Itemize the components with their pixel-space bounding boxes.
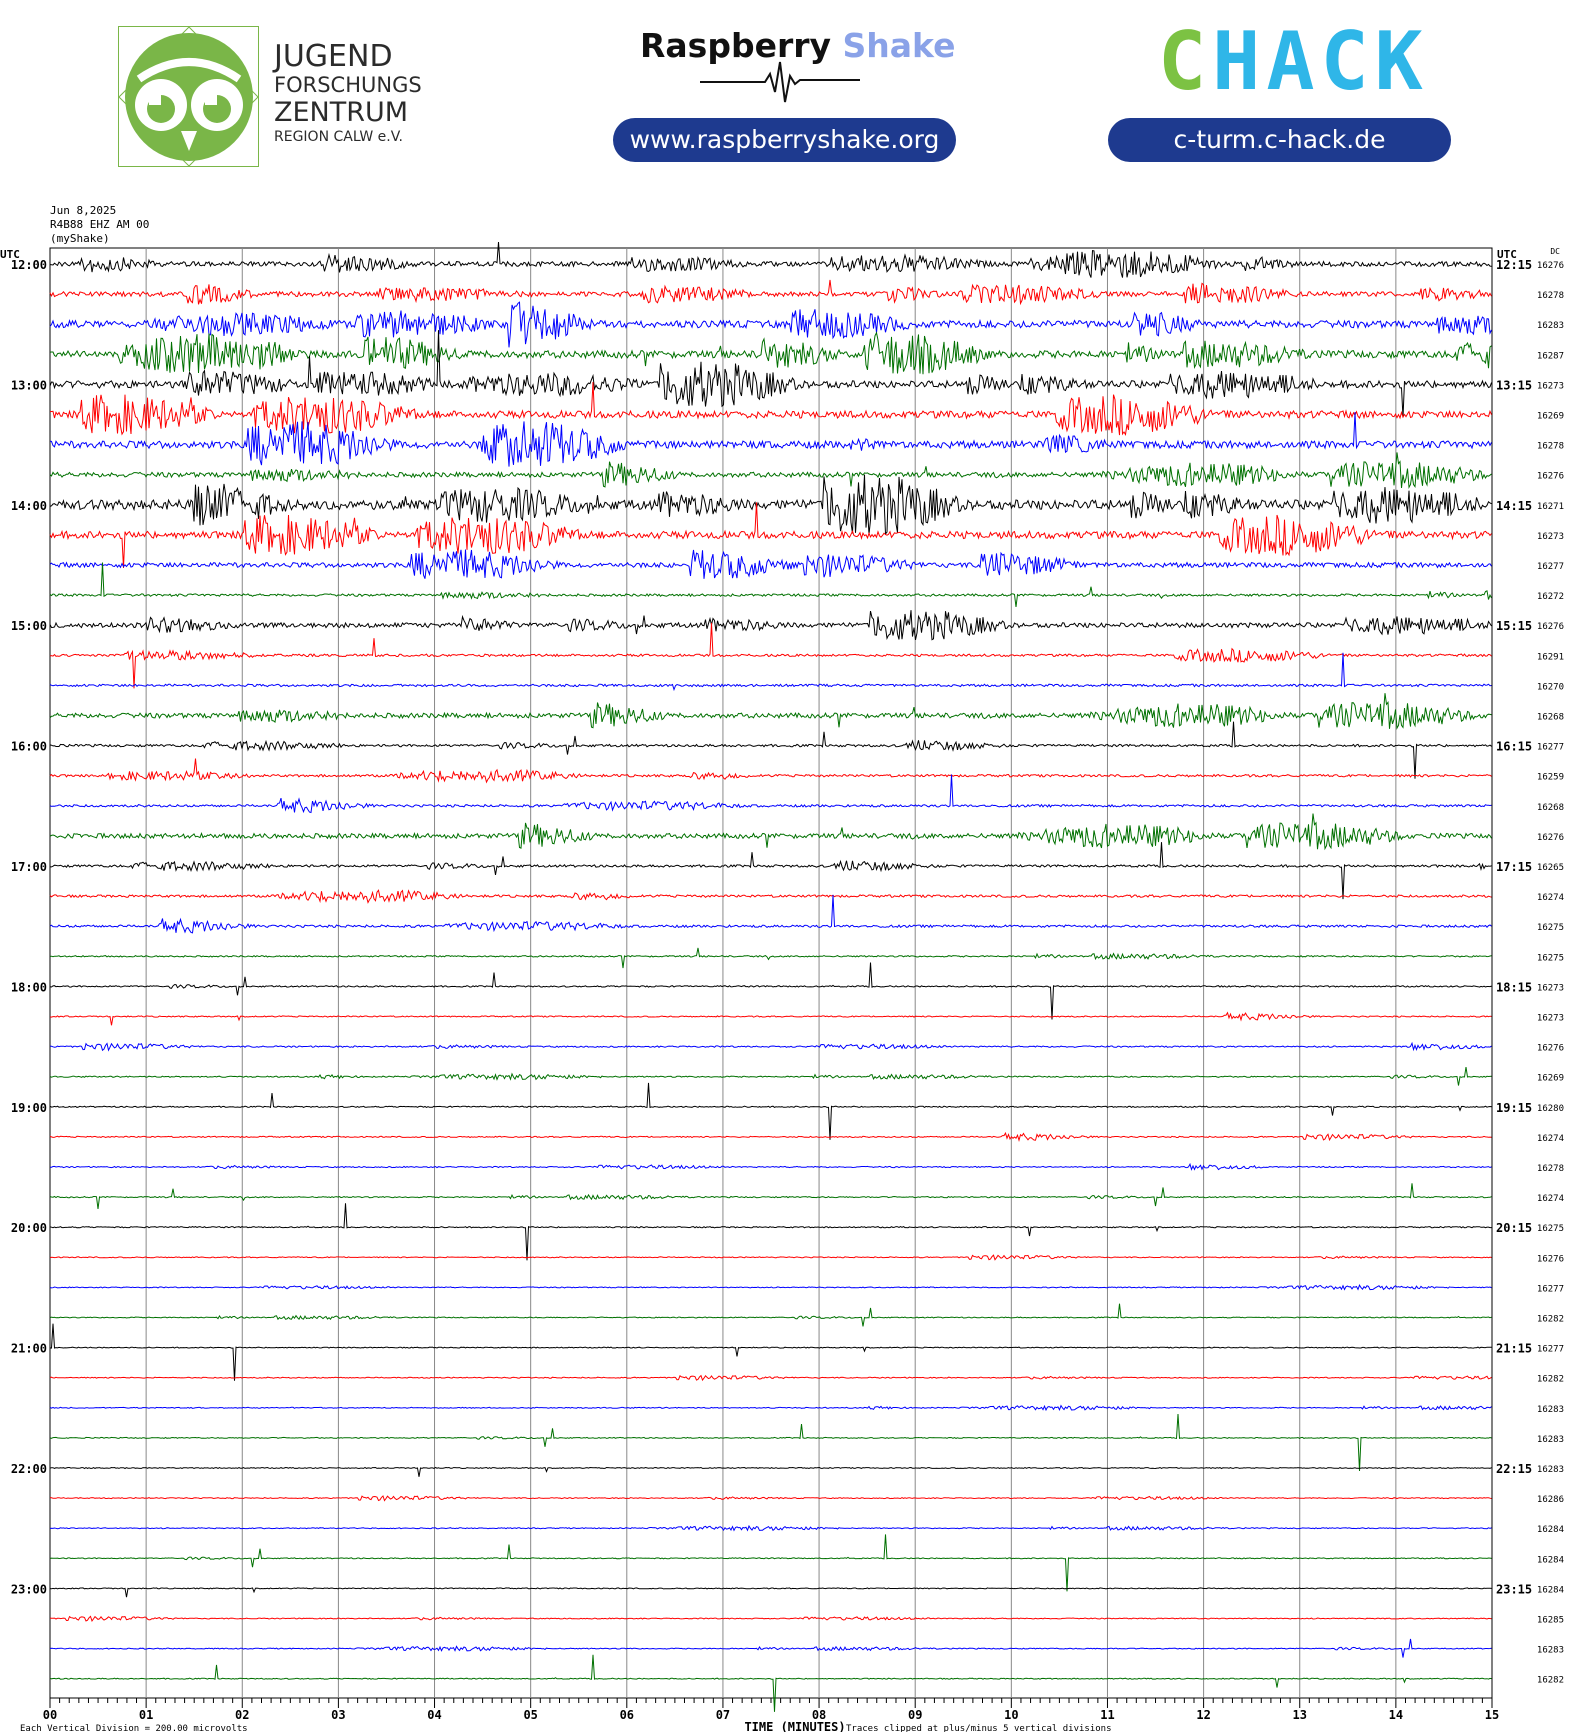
x-tick-label: 08 (811, 1708, 827, 1722)
hour-label-right: 16:15 (1496, 739, 1533, 754)
dc-offset-label: 16277 (1536, 1284, 1564, 1295)
trace-row-31 (50, 1183, 1492, 1209)
trace-row-15 (50, 693, 1492, 729)
hour-label-left: 23:00 (10, 1582, 47, 1597)
hour-label-right: 18:15 (1496, 980, 1533, 995)
trace-row-46 (50, 1639, 1492, 1658)
x-tick-label: 04 (427, 1708, 442, 1722)
x-tick-label: 13 (1292, 1708, 1307, 1722)
dc-offset-label: 16268 (1536, 802, 1564, 813)
chack-url[interactable]: c-turm.c-hack.de (1108, 118, 1451, 162)
dc-offset-label: 16273 (1536, 381, 1564, 392)
dc-offset-label: 16278 (1536, 1164, 1564, 1174)
data-source: (myShake) (50, 232, 110, 245)
trace-row-44 (50, 1588, 1492, 1597)
trace-row-12 (50, 610, 1492, 640)
hour-label-left: 13:00 (10, 378, 47, 393)
dc-offset-label: 16278 (1536, 441, 1564, 452)
dc-offset-label: 16275 (1536, 923, 1564, 934)
x-tick-label: 12 (1196, 1708, 1211, 1722)
trace-row-6 (50, 412, 1492, 467)
dc-offset-label: 16276 (1536, 471, 1564, 482)
hour-label-right: 20:15 (1496, 1221, 1533, 1236)
trace-row-25 (50, 1013, 1492, 1026)
dc-offset-label: 16291 (1536, 652, 1564, 663)
trace-row-47 (50, 1655, 1492, 1712)
dc-offset-label: 16265 (1536, 863, 1564, 873)
trace-row-18 (50, 775, 1492, 813)
dc-offset-label: 16284 (1536, 1585, 1564, 1596)
trace-row-36 (50, 1324, 1492, 1381)
x-tick-label: 15 (1484, 1708, 1500, 1722)
dc-offset-label: 16282 (1536, 1314, 1564, 1325)
dc-offset-label: 16285 (1536, 1615, 1564, 1626)
trace-row-9 (50, 502, 1492, 568)
dc-offset-label: 16287 (1536, 351, 1564, 362)
hour-label-left: 17:00 (10, 860, 47, 874)
trace-row-0 (50, 242, 1492, 278)
dc-offset-label: 16276 (1536, 1043, 1564, 1054)
hour-label-right: 22:15 (1496, 1462, 1533, 1476)
dc-offset-label: 16276 (1536, 261, 1564, 271)
dc-offset-label: 16276 (1536, 832, 1564, 843)
jfz-line1: JUGEND (274, 39, 393, 74)
dc-offset-label: 16269 (1536, 411, 1564, 422)
dc-offset-label: 16276 (1536, 622, 1564, 633)
x-tick-label: 03 (331, 1708, 346, 1722)
x-tick-label: 06 (619, 1708, 635, 1722)
dc-offset-label: 16259 (1536, 772, 1564, 783)
trace-row-35 (50, 1304, 1492, 1327)
dc-offset-label: 16273 (1536, 531, 1564, 542)
trace-row-22 (50, 895, 1492, 933)
dc-offset-label: 16283 (1536, 321, 1564, 332)
trace-row-40 (50, 1468, 1492, 1477)
trace-row-28 (50, 1083, 1492, 1140)
hour-label-left: 16:00 (10, 739, 47, 754)
trace-row-10 (50, 550, 1492, 579)
trace-row-30 (50, 1164, 1492, 1169)
trace-row-8 (50, 475, 1492, 535)
hour-label-left: 18:00 (10, 980, 47, 995)
hour-label-left: 20:00 (10, 1221, 47, 1236)
dc-offset-label: 16284 (1536, 1525, 1564, 1536)
trace-row-24 (50, 963, 1492, 1020)
hour-label-right: 17:15 (1496, 860, 1533, 874)
dc-offset-label: 16275 (1536, 953, 1564, 964)
dc-offset-label: 16282 (1536, 1374, 1564, 1385)
trace-row-26 (50, 1043, 1492, 1050)
trace-row-21 (50, 890, 1492, 902)
hour-label-left: 22:00 (10, 1462, 47, 1476)
dc-offset-label: 16277 (1536, 562, 1564, 572)
trace-row-29 (50, 1133, 1492, 1140)
x-tick-label: 14 (1388, 1708, 1404, 1722)
dc-offset-label: 16274 (1536, 1194, 1564, 1205)
hour-label-left: 15:00 (10, 619, 47, 634)
footer-scale: Each Vertical Division = 200.00 microvolts (20, 1724, 248, 1732)
trace-row-32 (50, 1203, 1492, 1260)
x-tick-label: 11 (1100, 1708, 1115, 1722)
dc-offset-label: 16275 (1536, 1224, 1564, 1235)
trace-row-14 (50, 653, 1492, 690)
rs-word2: Shake (842, 26, 956, 65)
dc-offset-label: 16274 (1536, 1133, 1564, 1144)
x-tick-label: 01 (138, 1708, 154, 1722)
hour-label-left: 14:00 (10, 498, 47, 513)
jfz-line2: FORSCHUNGS (274, 73, 422, 97)
trace-row-39 (50, 1414, 1492, 1471)
trace-row-19 (50, 814, 1492, 850)
dc-offset-label: 16283 (1536, 1434, 1564, 1445)
jfz-line4: REGION CALW e.V. (274, 129, 403, 145)
trace-row-34 (50, 1285, 1492, 1289)
trace-row-16 (50, 722, 1492, 779)
hour-label-right: 12:15 (1496, 258, 1533, 272)
utc-title-left: UTC (0, 248, 20, 261)
trace-row-33 (50, 1255, 1492, 1260)
raspberryshake-url[interactable]: www.raspberryshake.org (613, 118, 956, 162)
trace-row-43 (50, 1534, 1492, 1591)
x-tick-label: 07 (715, 1708, 731, 1722)
trace-row-17 (50, 759, 1492, 783)
dc-offset-label: 16273 (1536, 983, 1564, 994)
dc-offset-label: 16274 (1536, 893, 1564, 904)
utc-title-right: UTC (1497, 248, 1517, 261)
hour-label-right: 21:15 (1496, 1341, 1533, 1356)
hour-label-right: 19:15 (1496, 1100, 1533, 1115)
x-tick-label: 02 (235, 1708, 250, 1722)
hour-label-left: 12:00 (10, 258, 47, 272)
trace-row-45 (50, 1616, 1492, 1621)
dc-offset-label: 16269 (1536, 1073, 1564, 1084)
dc-offset-label: 16286 (1536, 1495, 1564, 1506)
hour-label-left: 21:00 (10, 1341, 47, 1356)
dc-offset-label: 16283 (1536, 1404, 1564, 1415)
dc-offset-label: 16283 (1536, 1465, 1564, 1475)
chack-part2: HACK (1212, 15, 1429, 108)
x-axis-label: TIME (MINUTES) (744, 1720, 846, 1732)
record-date: Jun 8,2025 (50, 204, 117, 217)
trace-row-38 (50, 1406, 1492, 1410)
trace-row-20 (50, 842, 1492, 899)
jfz-line3: ZENTRUM (274, 97, 409, 128)
x-tick-label: 05 (523, 1708, 538, 1722)
trace-row-27 (50, 1067, 1492, 1086)
hour-label-right: 23:15 (1496, 1582, 1533, 1597)
dc-offset-label: 16284 (1536, 1555, 1564, 1566)
dc-offset-label: 16282 (1536, 1675, 1564, 1686)
helicorder-labels (0, 247, 1564, 1686)
trace-row-2 (50, 302, 1492, 347)
trace-row-23 (50, 948, 1492, 968)
dc-offset-label: 16271 (1536, 501, 1564, 512)
hour-label-right: 13:15 (1496, 378, 1533, 393)
trace-row-1 (50, 280, 1492, 304)
trace-row-42 (50, 1526, 1492, 1530)
footer-clip: Traces clipped at plus/minus 5 vertical divisions (846, 1724, 1112, 1732)
dc-offset-label: 16270 (1536, 682, 1564, 693)
helicorder-grid (50, 248, 1492, 1698)
dc-offset-label: 16273 (1536, 1013, 1564, 1024)
dc-offset-label: 16272 (1536, 592, 1564, 603)
rs-word1: Raspberry (640, 26, 832, 65)
plot-frame (50, 248, 1492, 1698)
chack-part1: C (1158, 15, 1213, 108)
helicorder-traces (50, 242, 1492, 1712)
hour-label-left: 19:00 (10, 1100, 47, 1115)
dc-offset-label: 16268 (1536, 712, 1564, 723)
dc-offset-label: 16278 (1536, 291, 1564, 302)
dc-offset-label: 16277 (1536, 1344, 1564, 1355)
trace-row-37 (50, 1376, 1492, 1381)
channel-code: R4B88 EHZ AM 00 (50, 218, 150, 231)
dc-title: DC (1550, 247, 1560, 256)
trace-row-3 (50, 333, 1492, 374)
trace-row-41 (50, 1496, 1492, 1501)
dc-offset-label: 16277 (1536, 742, 1564, 753)
x-tick-label: 09 (907, 1708, 923, 1722)
x-tick-label: 10 (1004, 1708, 1019, 1722)
dc-offset-label: 16276 (1536, 1254, 1564, 1265)
hour-label-right: 14:15 (1496, 498, 1533, 513)
hour-label-right: 15:15 (1496, 619, 1533, 634)
trace-row-13 (50, 623, 1492, 689)
x-tick-label: 00 (42, 1708, 58, 1722)
trace-row-11 (50, 563, 1492, 607)
dc-offset-label: 16283 (1536, 1645, 1564, 1656)
helicorder-axis (20, 1698, 1499, 1732)
dc-offset-label: 16280 (1536, 1103, 1564, 1114)
